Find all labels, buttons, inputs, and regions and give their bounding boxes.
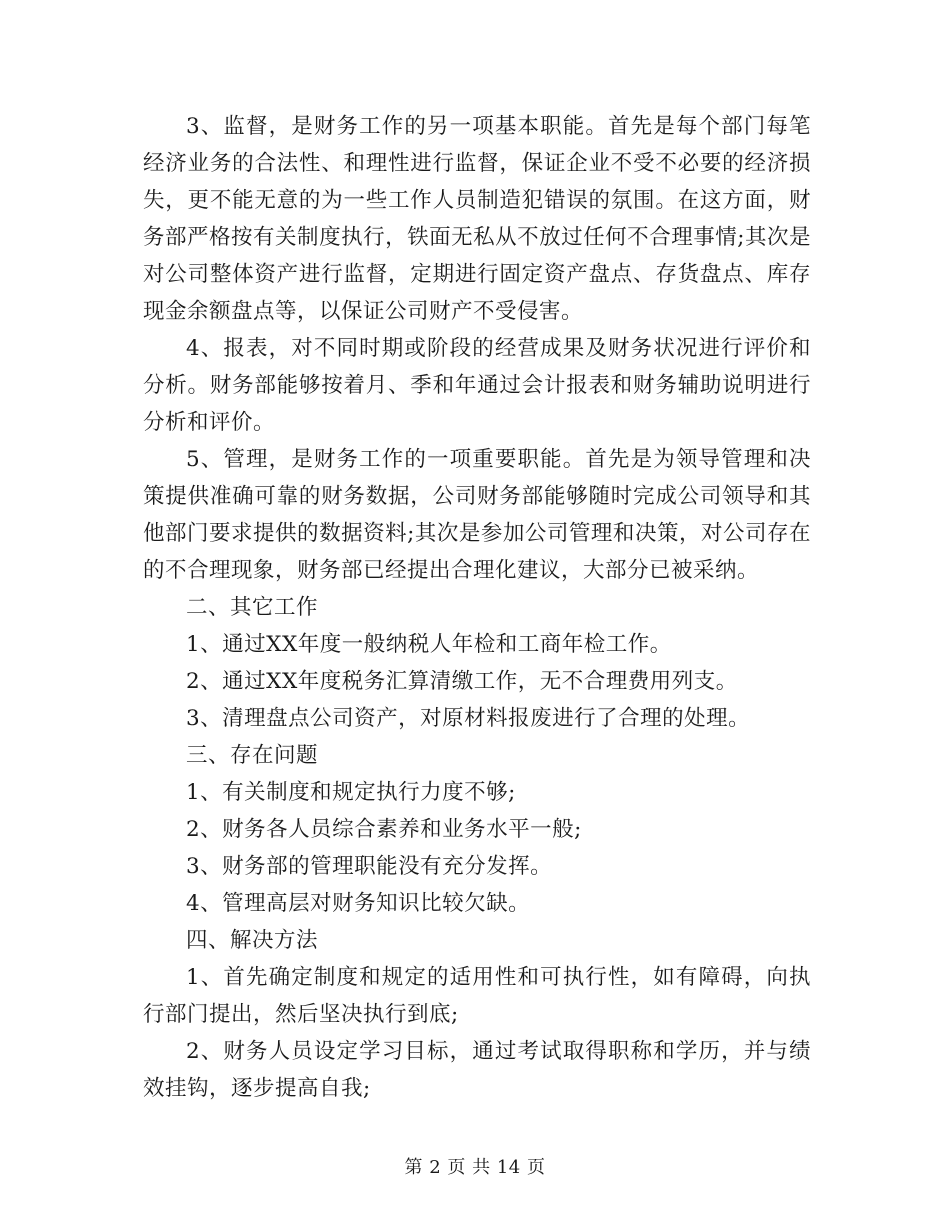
list-item: 1、有关制度和规定执行力度不够; xyxy=(186,780,516,805)
list-item: 2、通过XX年度税务汇算清缴工作，无不合理费用列支。 xyxy=(186,669,738,694)
paragraph-reports: 4、报表，对不同时期或阶段的经营成果及财务状况进行评价和分析。财务部能够按着月、季和年通过会计报表和财务辅助说明进行分析和评价。 xyxy=(143,336,811,435)
heading-other-work: 二、其它工作 xyxy=(186,595,319,620)
heading-existing-problems: 三、存在问题 xyxy=(186,743,319,768)
list-item: 3、财务部的管理职能没有充分发挥。 xyxy=(186,854,553,879)
list-item: 3、清理盘点公司资产，对原材料报废进行了合理的处理。 xyxy=(186,706,751,731)
page-footer xyxy=(0,1153,950,1179)
document-body xyxy=(143,108,811,1107)
paragraph-supervision: 3、监督，是财务工作的另一项基本职能。首先是每个部门每笔经济业务的合法性、和理性进行监督，保证企业不受不必要的经济损失，更不能无意的为一些工作人员制造犯错误的氛围。在这方面，财务部严格按有关制度执行，铁面无私从不放过任何不合理事情;其次是对公司整体资产进行监督，定期进行固定资产盘点、存货盘点、库存现金余额盘点等，以保证公司财产不受侵害。 xyxy=(143,114,811,324)
list-item: 2、财务人员设定学习目标，通过考试取得职称和学历，并与绩效挂钩，逐步提高自我; xyxy=(143,1039,811,1101)
list-item: 4、管理高层对财务知识比较欠缺。 xyxy=(186,891,531,916)
list-item: 1、首先确定制度和规定的适用性和可执行性，如有障碍，向执行部门提出，然后坚决执行到底; xyxy=(143,965,811,1027)
list-item: 1、通过XX年度一般纳税人年检和工商年检工作。 xyxy=(186,632,672,657)
page-number-label: 第 2 页 共 14 页 xyxy=(404,1157,546,1178)
paragraph-management: 5、管理，是财务工作的一项重要职能。首先是为领导管理和决策提供准确可靠的财务数据，公司财务部能够随时完成公司领导和其他部门要求提供的数据资料;其次是参加公司管理和决策，对公司存在的不合理现象，财务部已经提出合理化建议，大部分已被采纳。 xyxy=(143,447,811,583)
heading-solutions: 四、解决方法 xyxy=(186,928,319,953)
list-item: 2、财务各人员综合素养和业务水平一般; xyxy=(186,817,582,842)
